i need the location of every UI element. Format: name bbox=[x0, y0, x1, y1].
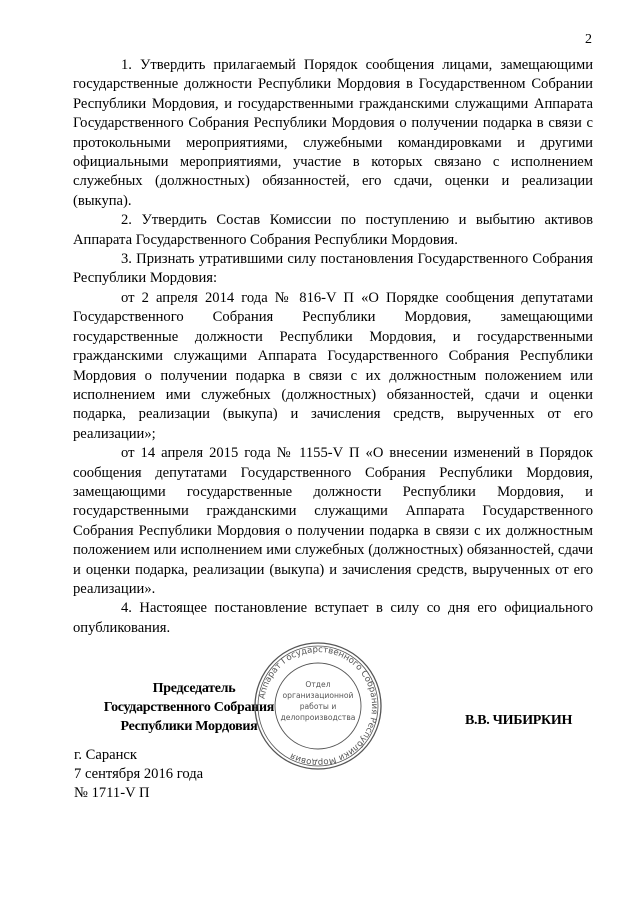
document-body bbox=[73, 56, 593, 638]
paragraph-3: 3. Признать утратившими силу постановления Государственного Собрания Республики Мордовия: bbox=[73, 251, 593, 287]
date: 7 сентября 2016 года bbox=[74, 766, 204, 782]
signatory-title-line-1: Председатель bbox=[152, 681, 236, 696]
paragraph-4: 4. Настоящее постановление вступает в силу со дня его официального опубликования. bbox=[73, 600, 593, 636]
signatory-name: В.В. ЧИБИРКИН bbox=[465, 713, 573, 728]
document-meta bbox=[74, 746, 203, 803]
paragraph-2: 2. Утвердить Состав Комиссии по поступлению и выбытию активов Аппарата Государственного Собрания Республики Мордовия. bbox=[73, 212, 593, 248]
paragraph-3-item-1: от 2 апреля 2014 года № 816-V П «О Порядке сообщения депутатами Государственного Собрания Республики Мордовия, замещающими государственные должности Республики Мордовия, и государственными гражданскими служащими Аппарата Государственного Собрания Республики Мордовия о получении подарка в связи с их должностным положением или исполнением ими служебных (должностных) обязанностей, сдачи и оценки подарка, реализации (выкупа) и зачисления средств, вырученных от его реализации»; bbox=[73, 289, 593, 442]
seal-center-line-4: делопроизводства bbox=[280, 713, 356, 722]
official-seal bbox=[252, 640, 384, 772]
seal-center-line-3: работы и bbox=[299, 702, 337, 711]
place: г. Саранск bbox=[74, 747, 137, 763]
seal-ring-text: Аппарат Государственного Собрания Республики Мордовия bbox=[257, 644, 380, 768]
signatory-title-line-3: Республики Мордовия bbox=[120, 719, 258, 734]
page-number: 2 bbox=[585, 32, 592, 47]
document-number: № 1711-V П bbox=[74, 785, 150, 801]
signatory-title bbox=[74, 679, 274, 736]
paragraph-1: 1. Утвердить прилагаемый Порядок сообщения лицами, замещающими государственные должности Республики Мордовия в Государственном Собрании Республики Мордовия, и государственными гражданскими служащими Аппарата Государственного Собрания Республики Мордовия о получении подарка в связи с протокольными мероприятиями, служебными командировками и другими официальными мероприятиями, участие в которых связано с исполнением служебных (должностных) обязанностей, его сдачи, оценки и реализации (выкупа). bbox=[73, 57, 593, 209]
paragraph-3-item-2: от 14 апреля 2015 года № 1155-V П «О внесении изменений в Порядок сообщения депутатами Государственного Собрания Республики Мордовия, замещающими государственные должности Республики Мордовия, и государственными гражданскими служащими Аппарата Государственного Собрания Республики Мордовия о получении подарка в связи с их должностным положением или исполнением ими служебных (должностных) обязанностей, сдачи и оценки подарка, реализации (выкупа) и зачисления средств, вырученных от его реализации». bbox=[73, 445, 593, 597]
signatory-title-line-2: Государственного Собрания bbox=[103, 700, 274, 715]
seal-center-line-1: Отдел bbox=[305, 680, 331, 689]
seal-center-line-2: организационной bbox=[282, 691, 354, 700]
